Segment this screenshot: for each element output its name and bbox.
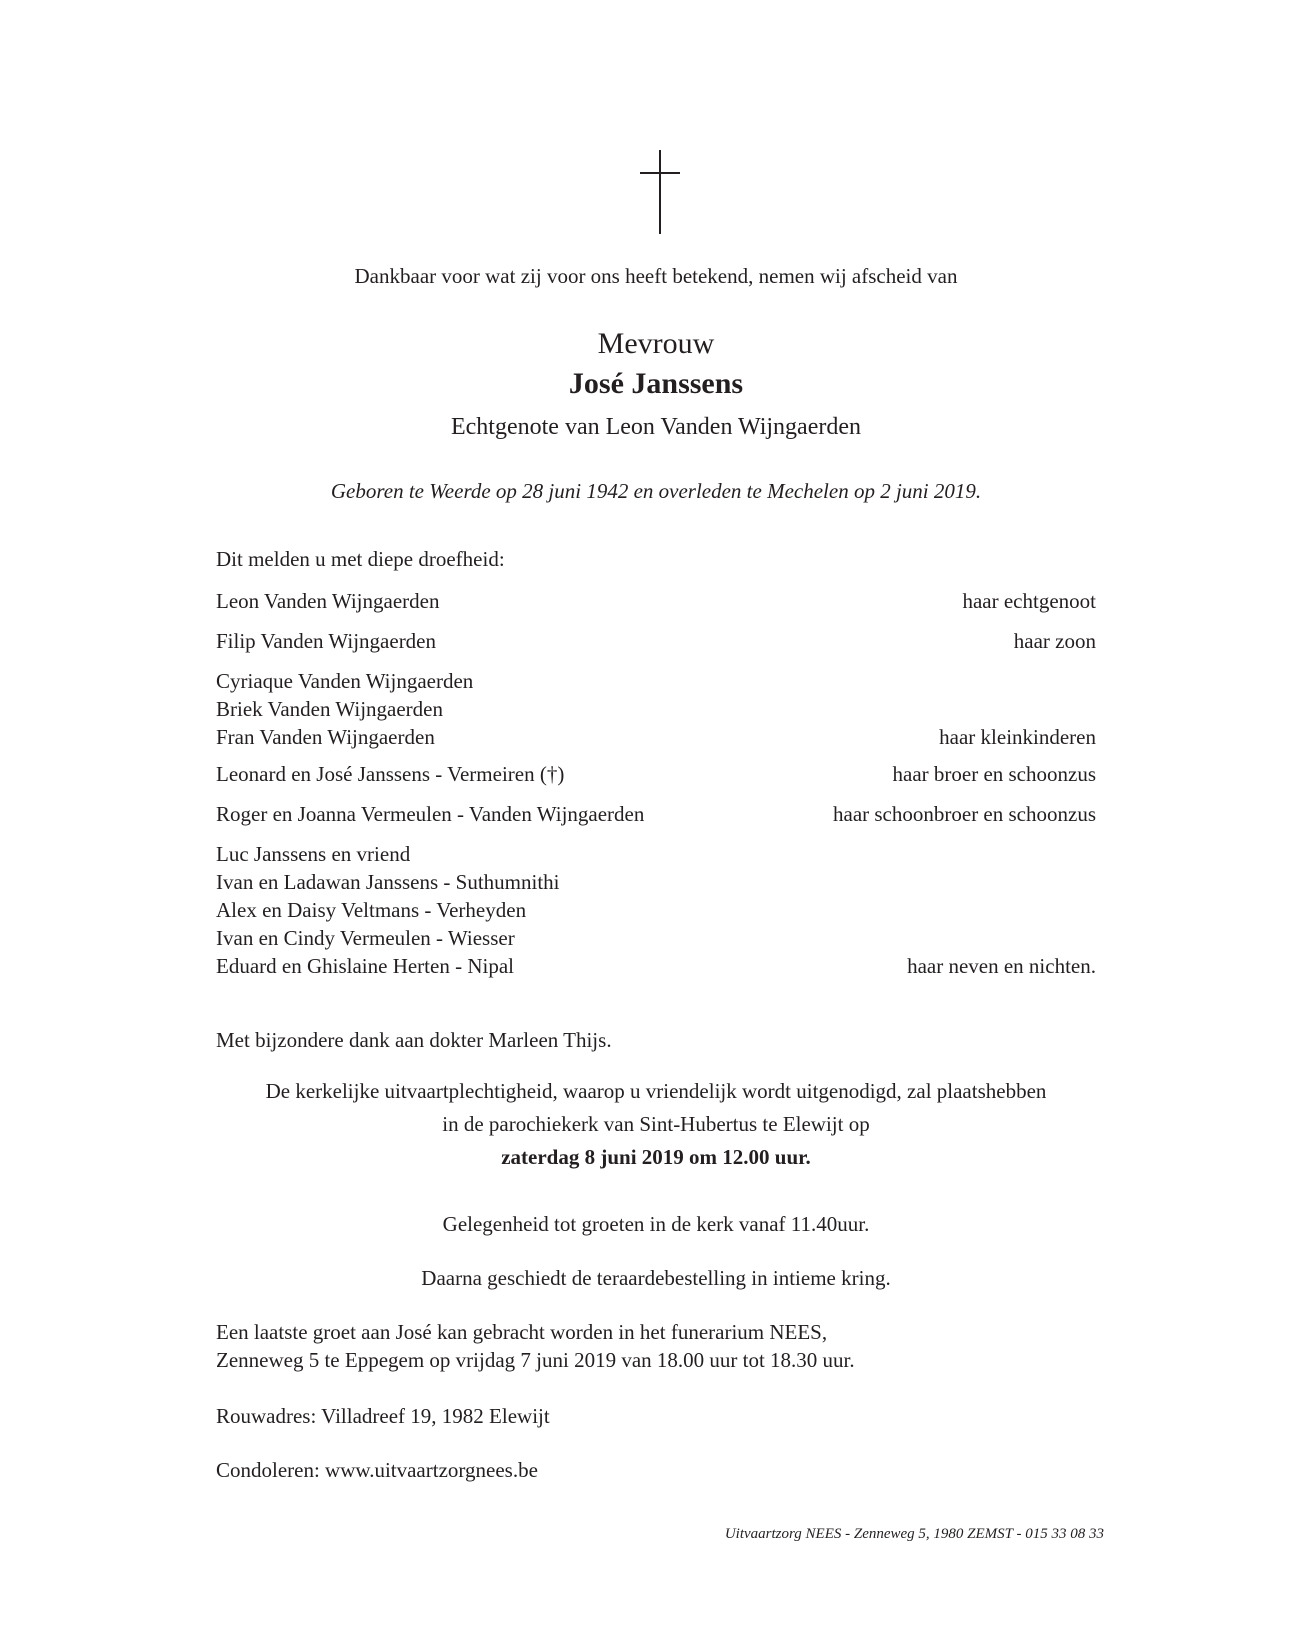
family-relation: haar kleinkinderen xyxy=(939,725,1096,749)
family-names: Roger en Joanna Vermeulen - Vanden Wijngaerden xyxy=(216,802,645,826)
family-relation: haar zoon xyxy=(1013,629,1096,653)
last-greeting-line-1: Een laatste groet aan José kan gebracht worden in het funerarium NEES, xyxy=(216,1320,828,1344)
honorific: Mevrouw xyxy=(597,327,715,360)
ceremony-date: zaterdag 8 juni 2019 om 12.00 uur. xyxy=(501,1145,811,1169)
burial-text: Daarna geschiedt de teraardebestelling in intieme kring. xyxy=(421,1266,891,1290)
family-relation: haar broer en schoonzus xyxy=(892,762,1096,786)
footer-funeral-home: Uitvaartzorg NEES - Zenneweg 5, 1980 ZEMST - 015 33 08 33 xyxy=(724,1526,1104,1542)
condolences-link[interactable]: Condoleren: www.uitvaartzorgnees.be xyxy=(216,1458,538,1482)
greeting-text: Gelegenheid tot groeten in de kerk vanaf 11.40uur. xyxy=(442,1212,870,1236)
cross-icon xyxy=(640,150,680,234)
ceremony-line-1: De kerkelijke uitvaartplechtigheid, waarop u vriendelijk wordt uitgenodigd, zal plaatshebben xyxy=(265,1079,1047,1103)
intro-text: Dankbaar voor wat zij voor ons heeft betekend, nemen wij afscheid van xyxy=(354,264,958,288)
ceremony-line-2: in de parochiekerk van Sint-Hubertus te Elewijt op xyxy=(442,1112,870,1136)
last-greeting-line-2: Zenneweg 5 te Eppegem op vrijdag 7 juni 2019 van 18.00 uur tot 18.30 uur. xyxy=(216,1348,855,1372)
announce-text: Dit melden u met diepe droefheid: xyxy=(216,547,505,571)
family-names: Cyriaque Vanden Wijngaerden Briek Vanden Wijngaerden Fran Vanden Wijngaerden xyxy=(216,669,474,749)
birth-death-line: Geboren te Weerde op 28 juni 1942 en overleden te Mechelen op 2 juni 2019. xyxy=(330,479,982,503)
thanks-text: Met bijzondere dank aan dokter Marleen Thijs. xyxy=(216,1028,612,1052)
deceased-name: José Janssens xyxy=(568,367,744,400)
spouse-line: Echtgenote van Leon Vanden Wijngaerden xyxy=(450,414,861,440)
family-names: Leon Vanden Wijngaerden xyxy=(216,589,440,613)
family-names: Filip Vanden Wijngaerden xyxy=(216,629,437,653)
mourning-address: Rouwadres: Villadreef 19, 1982 Elewijt xyxy=(216,1404,550,1428)
family-relation: haar neven en nichten. xyxy=(907,954,1096,978)
last-greeting-block xyxy=(216,1318,1096,1374)
family-names: Leonard en José Janssens - Vermeiren (†) xyxy=(216,762,565,786)
family-relation: haar schoonbroer en schoonzus xyxy=(833,802,1096,826)
family-relation: haar echtgenoot xyxy=(962,589,1096,613)
family-names: Luc Janssens en vriend Ivan en Ladawan Janssens - Suthumnithi Alex en Daisy Veltmans - Verheyden Ivan en Cindy Vermeulen - Wiesser Eduard en Ghislaine Herten - Nipal xyxy=(216,842,560,978)
ceremony-block xyxy=(0,1075,1312,1174)
